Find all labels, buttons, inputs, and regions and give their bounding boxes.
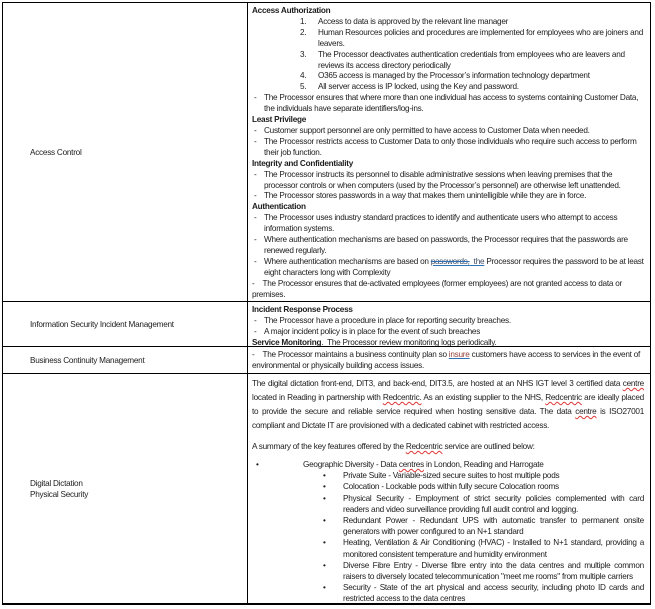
text-run: The Processor have a procedure in place for reporting security breaches. [264, 315, 511, 325]
bullet-marker: • [323, 583, 326, 593]
text-run: Diverse Fibre Entry - Diverse fibre entry into the data centres and multiple common raisers to diversely located telecommunication "meet me rooms" from multiple carriers [343, 560, 644, 581]
row-content-cell [248, 3, 650, 302]
text-run: centre [575, 407, 597, 416]
bullet-marker: • [323, 471, 326, 481]
content-block-d [252, 316, 644, 327]
content-block-d [252, 235, 644, 257]
row-label-line: Business Continuity Management [30, 355, 145, 365]
dash-marker: - [254, 315, 257, 325]
list-number: 1. [300, 16, 307, 26]
text-run: service are outlined below: [442, 442, 535, 451]
text-run: Where authentication mechanisms are based on passwords, the Processor requires that the passwords are renewed regularly. [264, 235, 628, 255]
text-run: The Processor ensures that de-activated employees (former employees) are not granted access to data or premises. [252, 278, 622, 299]
text-run: Redcentric. [382, 393, 422, 402]
dash-marker: - [252, 350, 255, 359]
row-label-line: Access Control [30, 147, 82, 157]
content-block-d [252, 126, 644, 137]
content-block-n [252, 71, 644, 82]
text-run: Least Privilege [252, 115, 307, 125]
content-block-n [252, 82, 644, 93]
content-block-d [252, 93, 644, 115]
text-run: The Processor deactivates authentication credentials from employees who are leavers and reviews its access directory periodically [318, 49, 625, 70]
row-label-cell [3, 374, 248, 604]
row-content-cell [248, 302, 650, 347]
text-run: A major incident policy is in place for the event of such breaches [264, 326, 481, 336]
text-run: Authentication [252, 202, 306, 212]
text-run: Where authentication mechanisms are based on [264, 256, 431, 266]
content-block-b2 [252, 537, 644, 559]
row-label [30, 355, 144, 366]
row-label-line: Digital Dictation [30, 478, 83, 488]
text-run: The Processor stores passwords in a way that makes them unintelligible while they are in force. [264, 191, 587, 201]
text-run: centre [622, 379, 644, 388]
dash-marker: - [254, 93, 257, 103]
text-run: are ideally placed to provide the secure and reliable service required when hosting sensitive data. The data [252, 393, 644, 416]
content-block-h [252, 202, 644, 213]
content-block-p [252, 442, 644, 453]
content-block-p [252, 377, 644, 433]
bullet-marker: • [323, 482, 326, 492]
content-block-d [252, 327, 644, 338]
text-run: Processor requires the password to be at least eight characters long with Complexity [264, 256, 644, 277]
content-block-b2 [252, 481, 644, 492]
content-block-h [252, 6, 644, 17]
dash-marker: - [254, 326, 257, 336]
list-number: 4. [300, 71, 307, 81]
content-block-h [252, 305, 644, 316]
text-run: The Processor maintains a business continuity plan so [262, 350, 449, 359]
content-block-b2 [252, 582, 644, 604]
row-label-cell [3, 3, 248, 302]
text-run: All server access is IP locked, using the Key and password. [318, 82, 519, 92]
content-block-h [252, 115, 644, 126]
row-label [30, 319, 174, 330]
content-block-b1 [252, 459, 644, 470]
text-run: Redcentric [545, 393, 582, 402]
content-block-n [252, 28, 644, 50]
content-block-b2 [252, 493, 644, 515]
dash-marker: - [254, 256, 257, 266]
text-run: As an existing supplier to the NHS, [421, 393, 546, 402]
text-run: located in Reading in partnership with [252, 393, 383, 402]
dash-marker: - [254, 213, 257, 223]
row-content-cell [248, 374, 650, 604]
bullet-marker: • [323, 493, 326, 503]
list-number: 5. [300, 82, 307, 92]
text-run: Redundant Power - Redundant UPS with automatic transfer to permanent onsite generators with power configured to an N+1 standard [343, 515, 644, 537]
dash-marker: - [254, 235, 257, 245]
text-run: O365 access is managed by the Processor’s information technology department [318, 71, 590, 81]
text-run: insure [448, 350, 470, 359]
text-run: passwords, [430, 256, 470, 266]
row-label [30, 147, 82, 158]
bullet-marker: • [323, 538, 326, 548]
text-run: A summary of the key features offered by the [252, 442, 406, 451]
text-run: Colocation - Lockable pods within fully secure Colocation rooms [343, 482, 559, 492]
content-block-b2 [252, 515, 644, 537]
content-block-d [252, 350, 644, 372]
content-block-h [252, 159, 644, 170]
text-run: The Processor restricts access to Customer Data to only those individuals who require such access to perform their job function. [264, 136, 637, 157]
text-run: is ISO27001 compliant and Dictate IT are provisioned with a dedicated cabinet with restricted access. [252, 407, 644, 430]
text-run: Integrity and Confidentiality [252, 158, 354, 168]
content-block-d [252, 137, 644, 159]
bullet-marker: • [323, 515, 326, 525]
text-run: Service Monitoring [252, 337, 322, 347]
text-run: Private Suite - Variable-sized secure suites to host multiple pods [343, 471, 560, 481]
text-run: Access Authorization [252, 6, 331, 15]
row-label-cell [3, 347, 248, 374]
row-content-cell [248, 347, 650, 374]
content-block-n [252, 50, 644, 72]
list-number: 3. [300, 49, 307, 59]
row-label-line: Information Security Incident Management [30, 319, 174, 329]
content-block-pL [252, 338, 644, 347]
row-label-line: Physical Security [30, 489, 89, 499]
content-block-b2 [252, 560, 644, 582]
text-run: The digital dictation front-end, DIT3, and back-end, DIT3.5, are hosted at an NHS IGT level 3 certified data [252, 379, 623, 388]
text-run: customers have access to services in the event of environmental or physically building access issues. [252, 350, 641, 370]
text-run: Access to data is approved by the relevant line manager [318, 16, 509, 26]
text-run: Physical Security - Employment of strict security policies complemented with card readers and video surveillance providing full audit control and logging. [343, 493, 644, 514]
list-number: 2. [300, 27, 307, 37]
dash-marker: - [254, 136, 257, 146]
content-block-n [252, 17, 644, 28]
content-block-d [252, 279, 644, 301]
content-block-d [252, 170, 644, 192]
text-run: the [469, 256, 485, 266]
content-block-d [252, 191, 644, 202]
text-run: Heating, Ventilation & Air Conditioning (HVAC) - Installed to N+1 standard, providing a monitored consistent temperature and humidity environment [343, 538, 644, 559]
content-block-b2 [252, 470, 644, 481]
text-run: Incident Response Process [252, 305, 353, 314]
text-run: Geographic Diversity - Data [303, 459, 399, 469]
content-block-sp [252, 433, 644, 442]
text-run: The Processor ensures that where more than one individual has access to systems containing Customer Data, the individuals have separate identifiers/log-ins. [264, 93, 639, 114]
text-run: centres [398, 459, 424, 469]
text-run: . The Processor review monitoring logs periodically. [321, 337, 497, 347]
dash-marker: - [252, 278, 255, 288]
text-run: Human Resources policies and procedures are implemented for employees who are joiners and leavers. [318, 27, 643, 48]
bullet-marker: • [323, 560, 326, 570]
row-label [30, 478, 88, 500]
text-run: The Processor uses industry standard practices to identify and authenticate users who attempt to access information systems. [264, 213, 618, 234]
text-run: in London, Reading and Harrogate [423, 459, 544, 469]
bullet-marker: • [256, 459, 259, 469]
text-run: Security - State of the art physical and access security, including photo ID cards and restricted access to the data centres [343, 583, 644, 604]
content-block-d [252, 213, 644, 235]
content-block-d [252, 257, 644, 279]
row-label-cell [3, 302, 248, 347]
dash-marker: - [254, 125, 257, 135]
dash-marker: - [254, 191, 257, 201]
dash-marker: - [254, 169, 257, 179]
text-run: Redcentric [405, 442, 443, 451]
security-measures-table [2, 2, 651, 605]
text-run: Customer support personnel are only permitted to have access to Customer Data when needed. [264, 125, 590, 135]
text-run: The Processor instructs its personnel to disable administrative sessions when leaving premises that the processor controls or when computers (used by the Processor’s personnel) are otherwise left unattended. [264, 169, 621, 190]
